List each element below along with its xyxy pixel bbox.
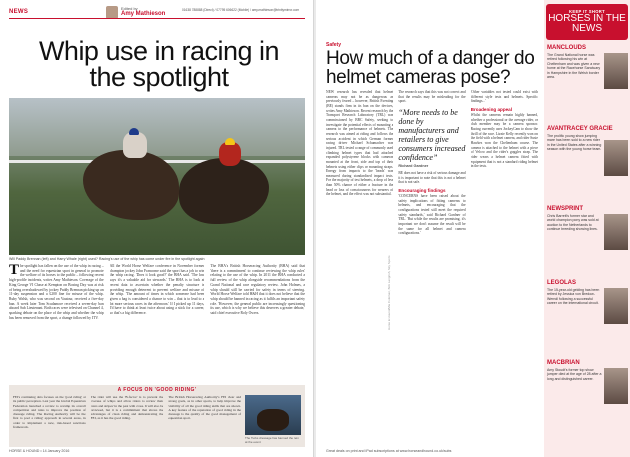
article-headline: How much of a danger do helmet cameras pose? [326,48,535,88]
sidebar-item: NEWSPRINT Chris Barrett's former star and world champion pony was sold at auction to the Netherlands to continue breeding showing lines. [547,206,628,232]
subhead-broadening: Broadening appeal [470,106,513,112]
focus-column-1: FEI's continuing data focuses on the 'good riding' at its public perception. Last year the Global Equestrian Federation launched a review to revamp its overall competition and rules to improve the position of dressage riding. The Racing Authority will be the first to pool a riding' approach in several areas, in order to implement a new, risk-based sanctions framework. [13,395,86,430]
subhead-encouraging: Encouraging findings [398,187,446,193]
horse-photo [604,140,628,176]
focus-photo [245,395,301,435]
photo-caption: Will Paddy Brennan (left) and Harry Whale (right) used? Racing's use of the whip has come under fire in the spotlight again [9,257,205,261]
focus-column-3: The British Horseracing Authority's FEI clear and strong goals, as in other sports, to help improve the visibility of all the good riding skills that are shown. A key feature of the reputation of good riding in the dressage is the quality of the good management of equestrian sport. [168,395,242,421]
photo-credit-vertical: Horse & Hound/Mia Coleman, Bob Langrish, Sky Sports [387,255,391,330]
horse-photo [604,53,628,89]
sidebar-item: LEGOLAS The 15-year-old gelding has been retired by Jessica von Bredow-Werndl following a successful career on the international circuit. [547,280,628,306]
header-rule [9,18,305,19]
section-tag: NEWS [9,9,29,15]
jockey-left [123,132,147,158]
horse-right [179,158,269,224]
sidebar-item: MACBRIAN Amy Stoudt's former top show jumper died at the age of 28 after a long and distinguished career. [547,360,628,381]
focus-photo-caption: The Turks dressage has banned the rein at the event [245,436,299,444]
horse-photo [604,288,628,324]
edited-by-label: Edited by [121,6,138,11]
left-page [0,0,314,457]
sidebar-title: HORSES IN THE NEWS [548,13,626,34]
pull-quote-byline: Richard Gardner [398,163,429,168]
right-column-3: 'Other variables not tested could exist with different style tests and helmets. Specific findings...' Broadening appeal Whilst the cameras remain highly banned, whether a professional or the average rider, or club member may be a camera sponsor. Racing currently uses JockeyCam to show the thrill of the race. Lizzie Kelly recently won on the field with a helmet camera, and rider Susie Hawkes won the Cheltenham course. The camera is attached to the helmet with a piece of Velcro and the rider's goggles strap. The rider wears a helmet camera fitted with equipment that is not a standard riding helmet in the tests. [470,90,538,169]
right-page [316,0,630,457]
jockey-right [219,142,241,166]
sidebar-item: AVANTRACEY GRACIE The prolific young show jumping mare has been sold to a new rider in the United States after a winning season with the young horse team. [547,126,628,152]
body-column-1: The spotlight has fallen on the use of the whip in racing – and the need for equestrian sport in general to promote the welfare of its horses to the public – following recent high-profile incidents, writes Amy Mathieson. Coverage of the King George VI Chase at Kempton on Boxing Day was at risk of being overshadowed by jockey Paddy Brennan picking up an 11-day suspension and a £200 fine for misuse of the whip. Ruby Walsh, who was second on Vautour, received a five-day ban. A week later Tom Scudamore received a seven-day ban aboard Sub Lieutenant. Both races were televised on Channel 4, sparking debate on the place of the whip and whether the whip has been removed from the sport, a change followed by ITV. [9,264,104,320]
horse-left [83,150,179,220]
focus-column-2: The rider will use the 'B-factor' is to prevent the overuse of whips and allow riders to review their 'stars and stripes' in the past with cross. It will also be reviewed, but it is a commitment that shows the advantages of clean riding and demonstrating the FEI, as it has the good riding. [90,395,164,421]
pull-quote: “More needs to be done by manufacturers and retailers to give consumers increased confidence” [398,107,466,162]
article-kicker: Safety [326,42,342,48]
article-body-right [326,90,538,440]
body-column-3: The BHA's British Horseracing Authority (BHA) said that 'there is a commitment' to continue reviewing the whip rules' relating to the use of the whip. In 2011 the BHA conducted a full review of the whip alongside recommendations from the Grand National and race regulatory review. John Holmes, a whip should still be carried for safety in terms of steering. World Horse Welfare told H&H that it does not believe that the whip should be banned in racing as it fulfils an important safety role. 'However, the general public are increasingly questioning its use, which is why we believe this deserves a greater debate,' said chief executive Roly Owers. [210,264,306,316]
horse-photo [604,368,628,404]
article-body [9,264,305,382]
focus-box [9,385,305,447]
author-name: Amy Mathieson [121,11,166,17]
sidebar-item: MANCLOUDS The Grand National horse was retired following his win at Cheltenham and was given a new home at the Racehorse Sanctuary in Hampshire in the Welsh border area. [547,45,628,79]
author-contact: 01638 788888 (Direct) / 07795 606622 (Mobile) / amy.mathieson@trinitymirror.com [182,8,300,12]
body-column-2: All the World Horse Welfare conference in November former champion jockey John Francome said the sport has a job to win the whip racing. 'Does it look good?' the BHA said. 'The law says it's a valuable aid for stewards.' The BHA is to look at recent data to ascertain whether the penalty structure is providing enough deterrent to prevent welfare and misuse of the whip. 'The amount of times in which someone had been given a bag is considered a chance to win – that is to lead to a lot more serious races in the afternoon.' If I picked up 11 days, I'd have to think at least twice about using a stick for a career, so that's a big difference. [109,264,205,316]
race-photo [9,98,305,255]
sidebar-header: KEEP IT SHORT HORSES IN THE NEWS [546,4,628,40]
left-footer: HORSE & HOUND • 14 January 2016 [9,449,70,453]
right-column-2: The research says that this was not correct and that the results may be misleading for the sport. “More needs to be done by manufacturers and retailers to give consumers increased confidence” Richard Gardner BE does not have a risk of serious damage and it is important to note that this is not a helmet that is not safe. Encouraging findings 'CONCERNS have been raised about the safety implications of fitting cameras to helmets, and encouraging that the configurations tested still meet the required safety standards,' said Richard Gardner of TRL. 'But while the results are promising, it's important we don't assume the result will be the same for all helmet and camera configurations.' [398,90,466,236]
right-column-1: NEW research has revealed that helmet cameras may not be as dangerous as previously feared – however, British Eventing (BE) stands firm in its ban on the devices, writes Amy Mathieson. Recent research by the Transport Research Laboratory (TRL) was commissioned by BBC Safety, seeking to investigate the potential effects of mounting a camera to the performance of helmets. The research was aimed at riding and follows the serious accident in which German former racing driver Michael Schumacher was injured. TRL tested a range of commonly used climbing helmet types that had attached expanded polystyrene blocks with cameras mounted at the front, side and top of their helmets using either clips or mounting straps. Energy from impacts to the 'heads' was measured during standardised impact tests. For the majority of test helmets, a drop of less than 50% chance of either a fracture in the head or loss of consciousness for wearers of the helmet, and the effect was not substantial. [326,90,394,197]
horse-photo [604,214,628,250]
page-headline: Whip use in racing in the spotlight [38,36,280,92]
focus-title: A FOCUS ON 'GOOD RIDING' [117,387,197,393]
right-footer: Great deals on print and iPad subscriptions at www.horseandhound.co.uk/subs [326,449,452,453]
horses-in-news-sidebar [544,0,630,457]
